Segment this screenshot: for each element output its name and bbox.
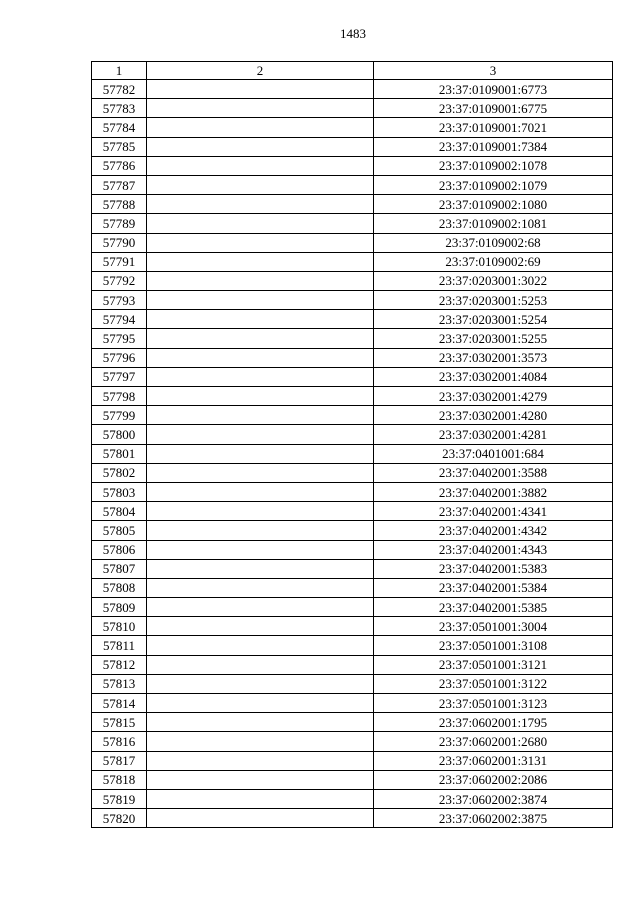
row-description-cell — [147, 252, 374, 271]
table-row — [92, 521, 613, 540]
table-row — [92, 348, 613, 367]
row-number-cell: 57800 — [92, 425, 147, 444]
row-description-cell — [147, 118, 374, 137]
row-number-cell: 57793 — [92, 291, 147, 310]
table-header-row — [92, 62, 613, 80]
cadastral-number-cell: 23:37:0401001:684 — [374, 444, 613, 463]
table-row — [92, 329, 613, 348]
table-row — [92, 425, 613, 444]
cadastral-number-cell: 23:37:0602002:3874 — [374, 789, 613, 808]
row-description-cell — [147, 463, 374, 482]
cadastral-number-cell: 23:37:0109002:1081 — [374, 214, 613, 233]
row-number-cell: 57806 — [92, 540, 147, 559]
row-number-cell: 57802 — [92, 463, 147, 482]
row-description-cell — [147, 348, 374, 367]
table-row — [92, 578, 613, 597]
row-description-cell — [147, 809, 374, 828]
row-description-cell — [147, 137, 374, 156]
table-row — [92, 732, 613, 751]
table-row — [92, 156, 613, 175]
row-number-cell: 57788 — [92, 195, 147, 214]
row-description-cell — [147, 80, 374, 99]
table-row — [92, 770, 613, 789]
cadastral-number-cell: 23:37:0302001:3573 — [374, 348, 613, 367]
row-number-cell: 57819 — [92, 789, 147, 808]
cadastral-number-cell: 23:37:0109002:69 — [374, 252, 613, 271]
cadastral-number-cell: 23:37:0402001:4341 — [374, 502, 613, 521]
row-number-cell: 57785 — [92, 137, 147, 156]
row-number-cell: 57817 — [92, 751, 147, 770]
row-description-cell — [147, 310, 374, 329]
cadastral-number-cell: 23:37:0402001:5384 — [374, 578, 613, 597]
row-number-cell: 57791 — [92, 252, 147, 271]
cadastral-number-cell: 23:37:0302001:4279 — [374, 387, 613, 406]
table-row — [92, 252, 613, 271]
cadastral-number-cell: 23:37:0109002:1079 — [374, 175, 613, 194]
row-number-cell: 57803 — [92, 482, 147, 501]
row-description-cell — [147, 521, 374, 540]
table-row — [92, 694, 613, 713]
row-description-cell — [147, 770, 374, 789]
cadastral-number-cell: 23:37:0109001:6775 — [374, 99, 613, 118]
table-row — [92, 444, 613, 463]
row-description-cell — [147, 559, 374, 578]
table-row — [92, 406, 613, 425]
row-number-cell: 57820 — [92, 809, 147, 828]
row-description-cell — [147, 502, 374, 521]
table-row — [92, 559, 613, 578]
row-description-cell — [147, 271, 374, 290]
row-number-cell: 57811 — [92, 636, 147, 655]
row-number-cell: 57790 — [92, 233, 147, 252]
cadastral-number-cell: 23:37:0602002:2086 — [374, 770, 613, 789]
row-number-cell: 57807 — [92, 559, 147, 578]
cadastral-number-cell: 23:37:0402001:3588 — [374, 463, 613, 482]
row-number-cell: 57804 — [92, 502, 147, 521]
table-row — [92, 751, 613, 770]
table-row — [92, 233, 613, 252]
row-description-cell — [147, 598, 374, 617]
row-number-cell: 57816 — [92, 732, 147, 751]
table-row — [92, 636, 613, 655]
table-row — [92, 809, 613, 828]
row-number-cell: 57794 — [92, 310, 147, 329]
row-description-cell — [147, 195, 374, 214]
row-description-cell — [147, 694, 374, 713]
column-header-2: 2 — [147, 62, 374, 80]
row-description-cell — [147, 789, 374, 808]
row-description-cell — [147, 636, 374, 655]
row-description-cell — [147, 156, 374, 175]
cadastral-number-cell: 23:37:0302001:4281 — [374, 425, 613, 444]
row-description-cell — [147, 387, 374, 406]
row-description-cell — [147, 99, 374, 118]
cadastral-number-cell: 23:37:0302001:4280 — [374, 406, 613, 425]
page-number: 1483 — [340, 26, 366, 41]
table-body — [92, 80, 613, 828]
row-description-cell — [147, 214, 374, 233]
cadastral-number-cell: 23:37:0602001:1795 — [374, 713, 613, 732]
cadastral-number-cell: 23:37:0203001:5253 — [374, 291, 613, 310]
row-number-cell: 57808 — [92, 578, 147, 597]
row-description-cell — [147, 291, 374, 310]
table-row — [92, 463, 613, 482]
row-number-cell: 57799 — [92, 406, 147, 425]
cadastral-number-cell: 23:37:0203001:5254 — [374, 310, 613, 329]
cadastral-number-cell: 23:37:0203001:3022 — [374, 271, 613, 290]
row-description-cell — [147, 425, 374, 444]
table-row — [92, 367, 613, 386]
cadastral-number-cell: 23:37:0402001:5385 — [374, 598, 613, 617]
row-description-cell — [147, 175, 374, 194]
table-row — [92, 291, 613, 310]
row-description-cell — [147, 617, 374, 636]
row-number-cell: 57809 — [92, 598, 147, 617]
row-description-cell — [147, 540, 374, 559]
row-description-cell — [147, 444, 374, 463]
row-number-cell: 57797 — [92, 367, 147, 386]
row-description-cell — [147, 367, 374, 386]
row-number-cell: 57814 — [92, 694, 147, 713]
row-number-cell: 57805 — [92, 521, 147, 540]
table-row — [92, 175, 613, 194]
row-description-cell — [147, 713, 374, 732]
cadastral-number-cell: 23:37:0501001:3108 — [374, 636, 613, 655]
table-row — [92, 118, 613, 137]
row-description-cell — [147, 233, 374, 252]
table-row — [92, 214, 613, 233]
table-row — [92, 99, 613, 118]
cadastral-number-cell: 23:37:0109002:1078 — [374, 156, 613, 175]
table-row — [92, 598, 613, 617]
cadastral-number-cell: 23:37:0501001:3122 — [374, 674, 613, 693]
document-table — [91, 61, 613, 828]
table-row — [92, 789, 613, 808]
column-header-3: 3 — [374, 62, 613, 80]
row-description-cell — [147, 674, 374, 693]
row-description-cell — [147, 578, 374, 597]
row-number-cell: 57813 — [92, 674, 147, 693]
row-number-cell: 57792 — [92, 271, 147, 290]
row-number-cell: 57784 — [92, 118, 147, 137]
table-row — [92, 655, 613, 674]
cadastral-number-cell: 23:37:0402001:3882 — [374, 482, 613, 501]
row-number-cell: 57789 — [92, 214, 147, 233]
row-description-cell — [147, 329, 374, 348]
table-row — [92, 195, 613, 214]
row-number-cell: 57787 — [92, 175, 147, 194]
cadastral-number-cell: 23:37:0602002:3875 — [374, 809, 613, 828]
row-number-cell: 57810 — [92, 617, 147, 636]
cadastral-number-cell: 23:37:0402001:4343 — [374, 540, 613, 559]
cadastral-number-cell: 23:37:0402001:5383 — [374, 559, 613, 578]
cadastral-number-cell: 23:37:0302001:4084 — [374, 367, 613, 386]
table-row — [92, 137, 613, 156]
table-row — [92, 80, 613, 99]
table-row — [92, 310, 613, 329]
row-description-cell — [147, 732, 374, 751]
row-number-cell: 57798 — [92, 387, 147, 406]
table-row — [92, 713, 613, 732]
table-row — [92, 271, 613, 290]
column-header-1: 1 — [92, 62, 147, 80]
cadastral-number-cell: 23:37:0109001:6773 — [374, 80, 613, 99]
table-row — [92, 502, 613, 521]
row-description-cell — [147, 751, 374, 770]
cadastral-number-cell: 23:37:0109001:7021 — [374, 118, 613, 137]
cadastral-number-cell: 23:37:0109001:7384 — [374, 137, 613, 156]
cadastral-number-cell: 23:37:0602001:3131 — [374, 751, 613, 770]
row-number-cell: 57782 — [92, 80, 147, 99]
row-number-cell: 57783 — [92, 99, 147, 118]
table-row — [92, 387, 613, 406]
cadastral-number-cell: 23:37:0501001:3121 — [374, 655, 613, 674]
row-number-cell: 57801 — [92, 444, 147, 463]
row-description-cell — [147, 482, 374, 501]
row-number-cell: 57796 — [92, 348, 147, 367]
cadastral-number-cell: 23:37:0602001:2680 — [374, 732, 613, 751]
row-description-cell — [147, 655, 374, 674]
table-row — [92, 482, 613, 501]
cadastral-number-cell: 23:37:0501001:3123 — [374, 694, 613, 713]
cadastral-number-cell: 23:37:0109002:1080 — [374, 195, 613, 214]
table-row — [92, 540, 613, 559]
cadastral-number-cell: 23:37:0501001:3004 — [374, 617, 613, 636]
row-number-cell: 57815 — [92, 713, 147, 732]
cadastral-number-cell: 23:37:0203001:5255 — [374, 329, 613, 348]
cadastral-number-cell: 23:37:0402001:4342 — [374, 521, 613, 540]
row-number-cell: 57795 — [92, 329, 147, 348]
row-number-cell: 57812 — [92, 655, 147, 674]
cadastral-number-cell: 23:37:0109002:68 — [374, 233, 613, 252]
row-number-cell: 57818 — [92, 770, 147, 789]
table-row — [92, 674, 613, 693]
row-number-cell: 57786 — [92, 156, 147, 175]
table-row — [92, 617, 613, 636]
row-description-cell — [147, 406, 374, 425]
